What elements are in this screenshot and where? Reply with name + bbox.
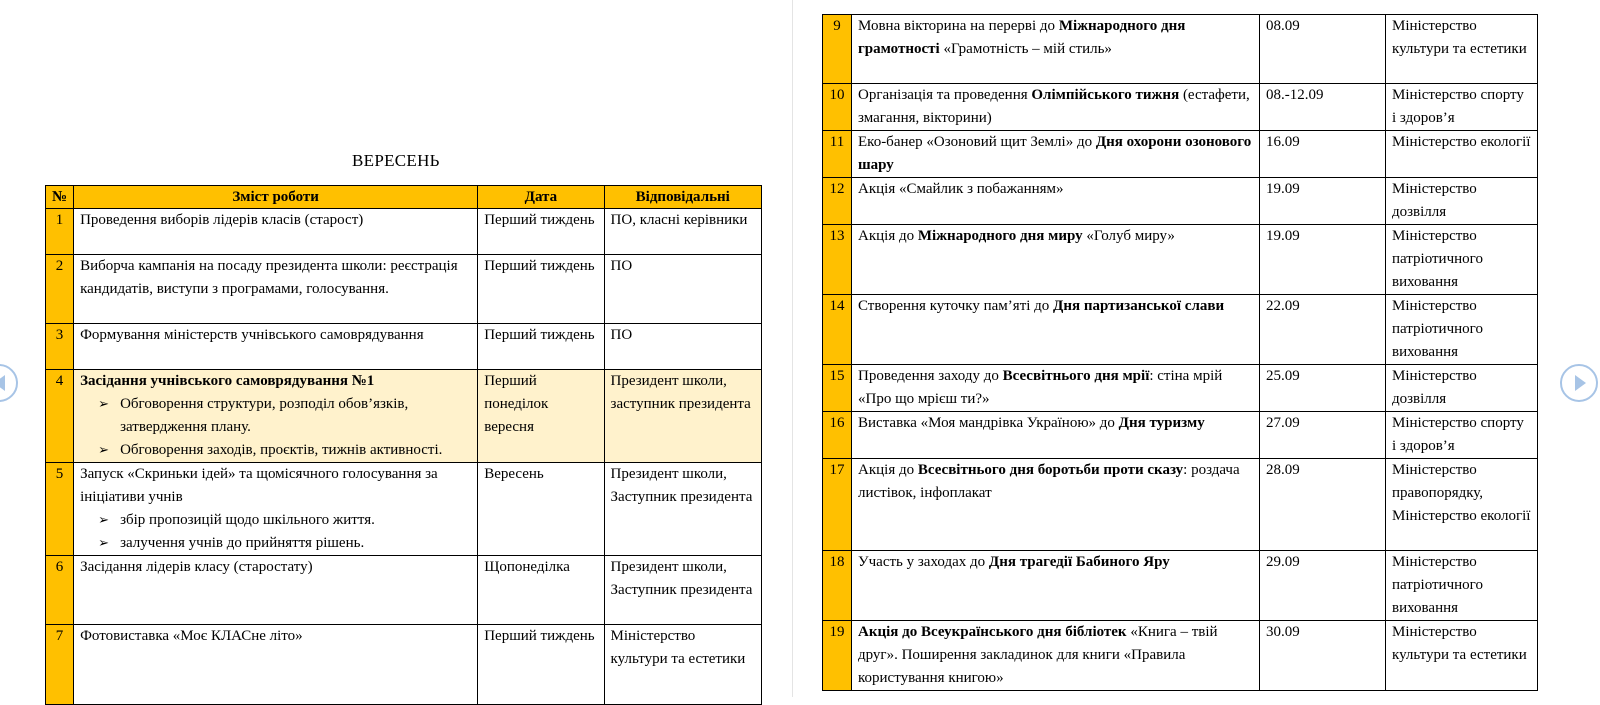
bullet-item xyxy=(98,393,471,439)
content-text: Виставка «Моя мандрівка Україною» до xyxy=(858,415,1119,431)
chevron-right-icon xyxy=(1562,366,1596,400)
content-bold-text: Дня охорони озонового шару xyxy=(858,134,1252,173)
row-date: Щопонеділка xyxy=(478,556,604,625)
table-row xyxy=(823,412,1538,459)
arrow-bullet-icon: ➢ xyxy=(98,513,109,528)
row-date: 28.09 xyxy=(1260,459,1386,551)
content-bold-text: Всесвітнього дня боротьби проти сказу xyxy=(917,462,1184,478)
table-row xyxy=(46,209,762,255)
table-row xyxy=(46,556,762,625)
bullet-item xyxy=(98,532,471,555)
row-number: 18 xyxy=(823,551,852,621)
row-responsible: Міністерство культури та естетики xyxy=(604,625,761,705)
row-responsible: Міністерство спорту і здоров’я xyxy=(1386,84,1538,131)
row-content xyxy=(74,463,478,556)
table-row xyxy=(823,295,1538,365)
row-date: Перший тиждень xyxy=(478,324,604,370)
bullet-item-text: залучення учнів до прийняття рішень. xyxy=(120,535,365,551)
content-text: Акція до xyxy=(858,228,918,244)
table-row xyxy=(823,84,1538,131)
row-responsible: ПО xyxy=(604,324,761,370)
content-text: «Голуб миру» xyxy=(1082,228,1175,244)
row-responsible: Президент школи, Заступник президента xyxy=(604,463,761,556)
month-title: ВЕРЕСЕНЬ xyxy=(352,151,440,170)
row-content xyxy=(852,459,1260,551)
row-date: Перший тиждень xyxy=(478,625,604,705)
row-date: 29.09 xyxy=(1260,551,1386,621)
table-row xyxy=(823,621,1538,691)
row-date: 16.09 xyxy=(1260,131,1386,178)
row-responsible: Міністерство культури та естетики xyxy=(1386,621,1538,691)
content-text: Організація та проведення xyxy=(858,87,1032,103)
content-text: Формування міністерств учнівського самоврядування xyxy=(80,327,424,343)
row-number: 7 xyxy=(46,625,74,705)
row-responsible: Міністерство патріотичного виховання xyxy=(1386,225,1538,295)
table-row xyxy=(46,370,762,463)
row-date: 19.09 xyxy=(1260,225,1386,295)
row-content xyxy=(852,178,1260,225)
bullet-item-text: збір пропозицій щодо шкільного життя. xyxy=(120,512,375,528)
header-responsible: Відповідальні xyxy=(604,186,761,209)
content-text: Участь у заходах до xyxy=(858,554,989,570)
content-text: (естафети, змагання, вікторини) xyxy=(858,87,1250,126)
content-text: Запуск «Скриньки ідей» та щомісячного голосування за ініціативи учнів xyxy=(80,466,438,505)
table-row xyxy=(823,551,1538,621)
row-date: 08.09 xyxy=(1260,15,1386,84)
row-responsible: Міністерство дозвілля xyxy=(1386,365,1538,412)
content-text: Акція до xyxy=(858,462,918,478)
row-date: 19.09 xyxy=(1260,178,1386,225)
content-bold-text: Дня трагедії Бабиного Яру xyxy=(988,554,1170,570)
content-text: «Грамотність – мій стиль» xyxy=(939,41,1112,57)
row-content xyxy=(74,625,478,705)
table-header-row xyxy=(46,186,762,209)
row-number: 12 xyxy=(823,178,852,225)
table-row xyxy=(46,463,762,556)
table-row xyxy=(823,365,1538,412)
row-responsible: ПО xyxy=(604,255,761,324)
content-text: : стіна мрій «Про що мрієш ти?» xyxy=(858,368,1223,407)
row-number: 16 xyxy=(823,412,852,459)
header-number: № xyxy=(46,186,74,209)
row-content xyxy=(852,131,1260,178)
row-responsible: Міністерство правопорядку, Міністерство екології xyxy=(1386,459,1538,551)
row-number: 17 xyxy=(823,459,852,551)
bullet-item xyxy=(98,509,471,532)
row-responsible: Міністерство екології xyxy=(1386,131,1538,178)
content-text: : роздача листівок, інфоплакат xyxy=(858,462,1240,501)
table-row xyxy=(823,178,1538,225)
arrow-bullet-icon: ➢ xyxy=(98,536,109,551)
row-content xyxy=(74,370,478,463)
bullet-item-text: Обговорення структури, розподіл обов’язків, затвердження плану. xyxy=(120,396,409,435)
chevron-left-icon xyxy=(0,366,16,400)
arrow-bullet-icon: ➢ xyxy=(98,397,109,412)
content-bold-text: Дня туризму xyxy=(1118,415,1205,431)
row-number: 19 xyxy=(823,621,852,691)
content-bold-text: Дня партизанської слави xyxy=(1053,298,1225,314)
content-bold-text: Акція до Всеукраїнського дня бібліотек xyxy=(858,624,1127,640)
row-content xyxy=(852,365,1260,412)
previous-page-button[interactable] xyxy=(0,364,18,402)
row-number: 13 xyxy=(823,225,852,295)
content-bold-text: Засідання учнівського самоврядування №1 xyxy=(80,373,375,389)
row-content xyxy=(74,209,478,255)
row-content xyxy=(852,551,1260,621)
bullet-item xyxy=(98,439,471,462)
plan-table-right xyxy=(822,14,1538,691)
table-row xyxy=(46,625,762,705)
header-date: Дата xyxy=(478,186,604,209)
row-date: Перший понеділок вересня xyxy=(478,370,604,463)
row-number: 3 xyxy=(46,324,74,370)
content-text: Проведення заходу до xyxy=(858,368,1003,384)
content-bold-text: Олімпійського тижня xyxy=(1031,87,1180,103)
table-row xyxy=(823,459,1538,551)
content-bullet-list xyxy=(80,509,471,555)
row-responsible: Міністерство дозвілля xyxy=(1386,178,1538,225)
content-text: Виборча кампанія на посаду президента школи: реєстрація кандидатів, виступи з програмами, голосування. xyxy=(80,258,458,297)
row-content xyxy=(852,295,1260,365)
row-number: 2 xyxy=(46,255,74,324)
content-text: Фотовиставка «Моє КЛАСне літо» xyxy=(80,628,303,644)
content-text: Мовна вікторина на перерві до xyxy=(858,18,1059,34)
row-content xyxy=(852,84,1260,131)
row-date: 22.09 xyxy=(1260,295,1386,365)
table-row xyxy=(823,15,1538,84)
row-responsible: Президент школи, Заступник президента xyxy=(604,556,761,625)
content-bullet-list xyxy=(80,393,471,462)
row-number: 1 xyxy=(46,209,74,255)
row-number: 15 xyxy=(823,365,852,412)
content-text: Еко-банер «Озоновий щит Землі» до xyxy=(858,134,1096,150)
row-content xyxy=(852,412,1260,459)
content-text: «Книга – твій друг». Поширення закладинок для книги «Правила користування книгою» xyxy=(858,624,1218,686)
content-bold-text: Всесвітнього дня мрії xyxy=(1002,368,1150,384)
row-content xyxy=(852,225,1260,295)
row-responsible: Міністерство культури та естетики xyxy=(1386,15,1538,84)
next-page-button[interactable] xyxy=(1560,364,1598,402)
row-date: Вересень xyxy=(478,463,604,556)
row-content xyxy=(74,255,478,324)
row-date: Перший тиждень xyxy=(478,209,604,255)
row-content xyxy=(74,556,478,625)
content-text: Акція «Смайлик з побажанням» xyxy=(858,181,1064,197)
row-number: 9 xyxy=(823,15,852,84)
row-responsible: Міністерство патріотичного виховання xyxy=(1386,295,1538,365)
page-divider xyxy=(792,0,793,697)
row-responsible: Міністерство спорту і здоров’я xyxy=(1386,412,1538,459)
content-bold-text: Міжнародного дня миру xyxy=(917,228,1083,244)
row-date: 30.09 xyxy=(1260,621,1386,691)
table-row xyxy=(46,255,762,324)
row-number: 6 xyxy=(46,556,74,625)
plan-table-left xyxy=(45,185,762,705)
row-number: 5 xyxy=(46,463,74,556)
row-responsible: Міністерство патріотичного виховання xyxy=(1386,551,1538,621)
content-text: Створення куточку пам’яті до xyxy=(858,298,1054,314)
table-row xyxy=(823,131,1538,178)
row-content xyxy=(852,15,1260,84)
row-date: Перший тиждень xyxy=(478,255,604,324)
row-date: 25.09 xyxy=(1260,365,1386,412)
row-responsible: ПО, класні керівники xyxy=(604,209,761,255)
row-content xyxy=(74,324,478,370)
content-text: Засідання лідерів класу (старостату) xyxy=(80,559,313,575)
header-content: Зміст роботи xyxy=(74,186,478,209)
row-date: 27.09 xyxy=(1260,412,1386,459)
row-number: 4 xyxy=(46,370,74,463)
table-row xyxy=(46,324,762,370)
row-content xyxy=(852,621,1260,691)
row-date: 08.-12.09 xyxy=(1260,84,1386,131)
arrow-bullet-icon: ➢ xyxy=(98,443,109,458)
content-text: Проведення виборів лідерів класів (старост) xyxy=(80,212,364,228)
row-number: 11 xyxy=(823,131,852,178)
table-row xyxy=(823,225,1538,295)
content-bold-text: Міжнародного дня грамотності xyxy=(858,18,1186,57)
bullet-item-text: Обговорення заходів, проєктів, тижнів активності. xyxy=(120,442,443,458)
row-number: 10 xyxy=(823,84,852,131)
row-number: 14 xyxy=(823,295,852,365)
row-responsible: Президент школи, заступник президента xyxy=(604,370,761,463)
